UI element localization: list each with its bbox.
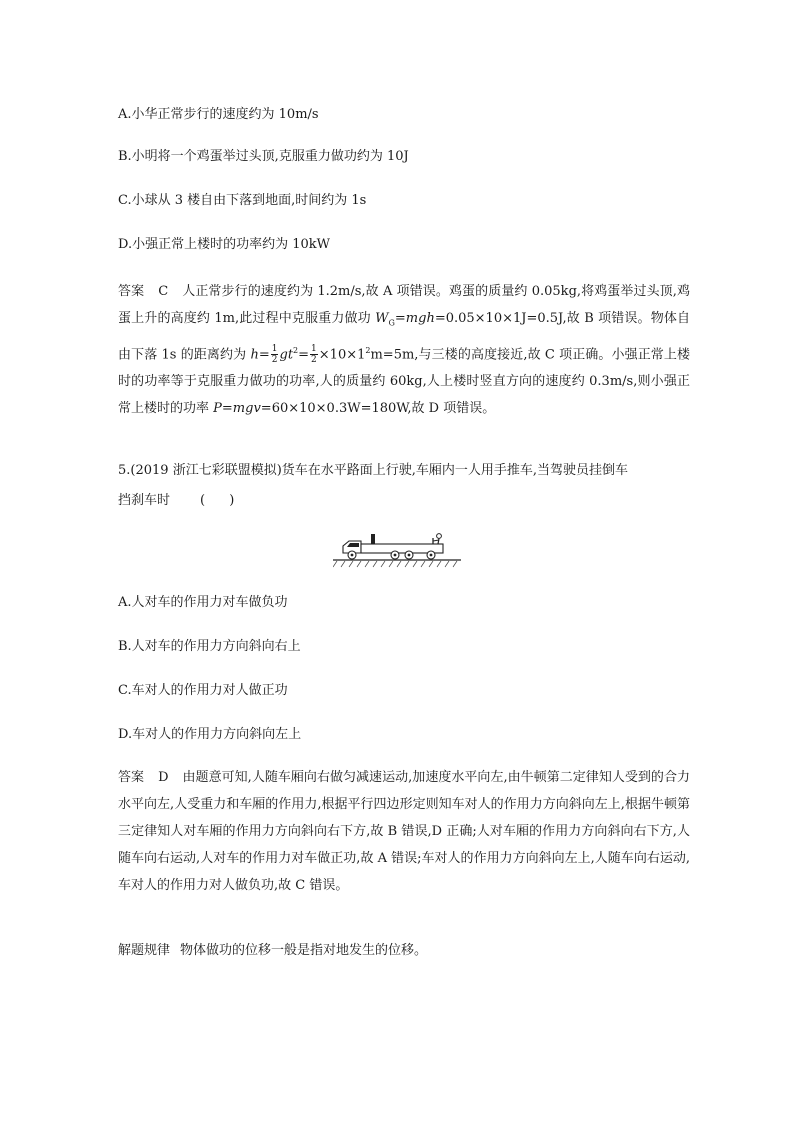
work-symbol: W: [375, 311, 389, 326]
question-5-stem-line1: 5.(2019 浙江七彩联盟模拟)货车在水平路面上行驶,车厢内一人用手推车,当驾驶员挂倒车: [118, 463, 629, 478]
mgv-symbol: mgv: [232, 400, 261, 416]
mgh-symbol: mgh: [405, 311, 435, 326]
fraction-half-2: [310, 344, 318, 365]
fraction-numerator: 1: [311, 343, 317, 354]
option-d: D.车对人的作用力方向斜向左上: [118, 727, 302, 742]
fraction-numerator: 1: [271, 343, 278, 354]
g-symbol: g: [279, 346, 288, 362]
option-d: D.小强正常上楼时的功率约为 10kW: [118, 237, 331, 252]
question-5-stem-line2: [118, 492, 698, 510]
question-4-answer: [118, 278, 690, 422]
solving-rule: [118, 942, 698, 960]
fraction-half-1: [271, 344, 279, 365]
option-c: C.车对人的作用力对人做正功: [118, 683, 288, 698]
h-symbol: h: [250, 346, 259, 362]
answer-choice: C: [158, 284, 169, 299]
answer-choice: D: [158, 770, 169, 785]
option-a: A.小华正常步行的速度约为 10m/s: [118, 107, 319, 122]
answer-text-1: 人正常步行的速度约为 1.2m/s,故 A 项错误。鸡蛋的质量约 0.05kg,将鸡蛋举过头顶,鸡蛋上升的高度约 1m,此过程中克服重力做功: [118, 284, 690, 326]
truck: [343, 534, 443, 559]
answer-text-5: m=5m,与三楼的高度接近,故 C 项正确。小强正常上楼时的功率等于克服重力做功的功率,人的质量约 60kg,人上楼时竖直方向的速度约 0.3m/s,则小强正常上楼时的功率: [118, 346, 691, 416]
eq-sign-2: =: [298, 346, 310, 362]
fraction-denominator: 2: [271, 354, 278, 365]
option-b: B.人对车的作用力方向斜向右上: [118, 639, 301, 654]
question-5-stem-end: 挡刹车时: [118, 493, 171, 508]
eq-sign-1: =: [258, 346, 270, 362]
answer-text-3: =0.05×10×1J=0.5J,故 B 项错误。物体自由下落 1s 的距离约为: [118, 311, 691, 362]
answer-text-6: =: [221, 400, 233, 416]
rule-text: 物体做功的位移一般是指对地发生的位移。: [180, 943, 428, 958]
answer-text: 由题意可知,人随车厢向右做匀减速运动,加速度水平向左,由牛顿第二定律知人受到的合力水平向左,人受重力和车厢的作用力,根据平行四边形定则知车对人的作用力方向斜向左上,根据牛顿第三定律知人对车厢的作用力方向斜向右下方,故 B 错误,D 正确;人对车厢的作用力方向斜向右下方,人随车向右运动,人对车的作用力对车做正功,故 A 错误;车对人的作用力方向斜向左上,人随车向右运动,车对人的作用力对人做负功,故 C 错误。: [118, 770, 690, 893]
answer-blank: ( ): [200, 493, 245, 508]
square-2: 2: [365, 345, 371, 355]
ground: [333, 560, 461, 567]
answer-label: 答案: [118, 770, 145, 785]
answer-text-4: ×10×1: [318, 346, 366, 362]
work-subscript: G: [388, 318, 395, 328]
rule-label: 解题规律: [118, 943, 171, 958]
option-b: B.小明将一个鸡蛋举过头顶,克服重力做功约为 10J: [118, 149, 409, 164]
truck-figure: [333, 532, 461, 570]
square-1: 2: [293, 345, 299, 355]
option-a: A.人对车的作用力对车做负功: [118, 595, 288, 610]
option-c: C.小球从 3 楼自由下落到地面,时间约为 1s: [118, 193, 367, 208]
question-5-answer: [118, 764, 690, 899]
p-symbol: P: [213, 400, 222, 416]
t-symbol: t: [287, 346, 294, 362]
answer-label: 答案: [118, 284, 145, 299]
answer-text-2: =: [394, 311, 406, 326]
person: [433, 534, 441, 544]
fraction-denominator: 2: [311, 354, 317, 365]
answer-text-7: =60×10×0.3W=180W,故 D 项错误。: [260, 400, 496, 416]
